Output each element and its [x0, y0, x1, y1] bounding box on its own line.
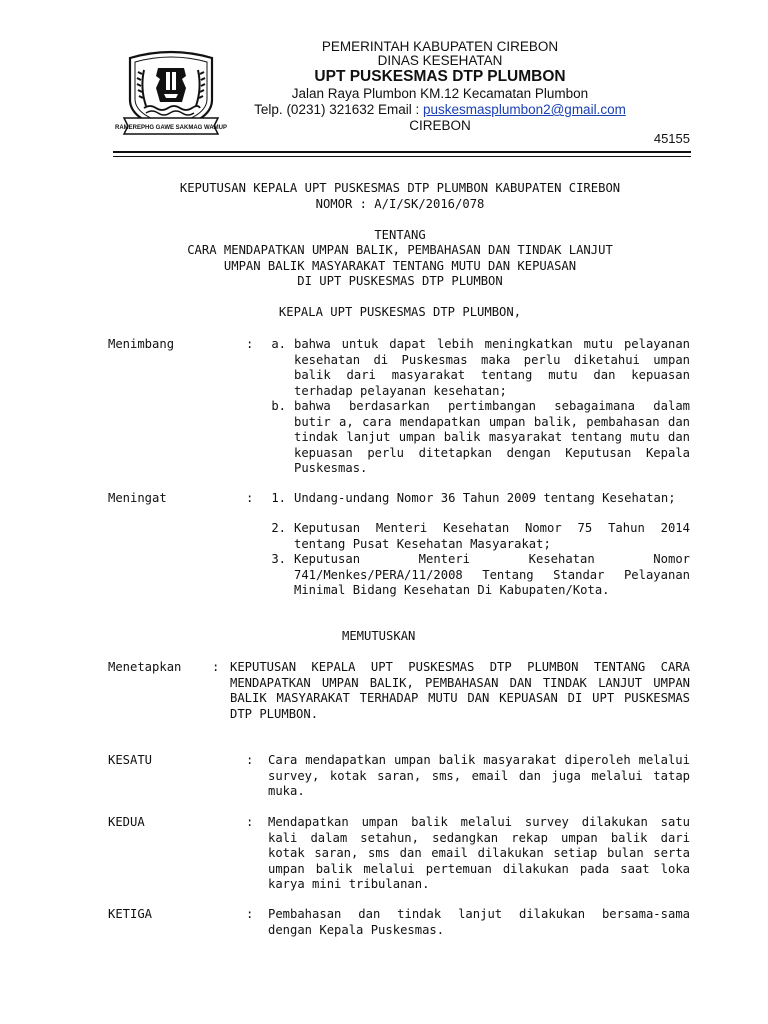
- letterhead-contact: [250, 102, 630, 117]
- kedua-colon: :: [246, 815, 254, 829]
- decree-number: NOMOR : A/I/SK/2016/078: [315, 197, 485, 211]
- tentang-heading: TENTANG: [374, 228, 426, 242]
- menetapkan-label: Menetapkan: [108, 660, 182, 674]
- ketiga-label: KETIGA: [108, 907, 153, 921]
- logo-motto: RAMEREPHG GAWE SAKMAG WAMUP: [114, 125, 228, 131]
- phone-text: Telp. (0231) 321632 Email :: [254, 102, 424, 117]
- letterhead-city: CIREBON: [409, 118, 471, 133]
- mengingat-colon: :: [246, 491, 254, 505]
- memutuskan-heading: MEMUTUSKAN: [342, 629, 416, 643]
- issuer-line: KEPALA UPT PUSKESMAS DTP PLUMBON,: [278, 305, 522, 319]
- decree-subject-line-3: DI UPT PUSKESMAS DTP PLUMBON: [297, 274, 503, 288]
- kabupaten-cirebon-logo: [114, 48, 228, 136]
- kesatu-label: KESATU: [108, 753, 153, 767]
- mengingat-marker-2: 2.: [271, 521, 286, 535]
- letterhead-institution: UPT PUSKESMAS DTP PLUMBON: [314, 68, 566, 85]
- letterhead-divider-thin: [113, 156, 691, 157]
- kesatu-text: Cara mendapatkan umpan balik masyarakat diperoleh melalui survey, kotak saran, sms, email dan juga melalui tatap muka.: [268, 753, 690, 799]
- mengingat-marker-1: 1.: [271, 491, 286, 505]
- mengingat-marker-3: 3.: [271, 552, 286, 566]
- letterhead-department: DINAS KESEHATAN: [377, 53, 503, 68]
- kesatu-colon: :: [246, 753, 254, 767]
- decree-title: KEPUTUSAN KEPALA UPT PUSKESMAS DTP PLUMBON KABUPATEN CIREBON: [179, 181, 621, 195]
- menetapkan-colon: :: [212, 660, 220, 674]
- letterhead-address: Jalan Raya Plumbon KM.12 Kecamatan Plumbon: [291, 86, 589, 101]
- menetapkan-text-first: [230, 660, 690, 722]
- letterhead-government: PEMERINTAH KABUPATEN CIREBON: [321, 39, 559, 54]
- postal-code: 45155: [653, 131, 690, 146]
- ketiga-colon: :: [246, 907, 254, 921]
- mengingat-label: Meningat: [108, 491, 167, 505]
- kedua-label: KEDUA: [108, 815, 145, 829]
- menimbang-item-b: bahwa berdasarkan pertimbangan sebagaimana dalam butir a, cara mendapatkan umpan balik, pembahasan dan tindak lanjut umpan balik masyarakat tentang mutu dan kepuasan perlu ditetapkan dengan Keputusan Kepala Puskesmas.: [294, 399, 690, 476]
- menimbang-label: Menimbang: [108, 337, 175, 351]
- kedua-text: Mendapatkan umpan balik melalui survey dilakukan satu kali dalam setahun, sedangkan rekap umpan balik dari kotak saran, sms dan email dilakukan setiap bulan serta umpan balik melalui pertemuan dilakukan pada saat loka karya mini tribulanan.: [268, 815, 690, 892]
- email-link[interactable]: puskesmasplumbon2@gmail.com: [423, 102, 626, 117]
- decree-subject-line-1: CARA MENDAPATKAN UMPAN BALIK, PEMBAHASAN DAN TINDAK LANJUT: [187, 243, 613, 257]
- mengingat-item-3: Keputusan Menteri Kesehatan Nomor 741/Menkes/PERA/11/2008 Tentang Standar Pelayanan Minimal Bidang Kesehatan Di Kabupaten/Kota.: [294, 552, 690, 598]
- mengingat-item-1: Undang-undang Nomor 36 Tahun 2009 tentang Kesehatan;: [294, 491, 676, 505]
- letterhead-divider-thick: [113, 151, 691, 153]
- menimbang-colon: :: [246, 337, 254, 351]
- decree-subject-line-2: UMPAN BALIK MASYARAKAT TENTANG MUTU DAN KEPUASAN: [223, 259, 577, 273]
- menimbang-marker-a: a.: [271, 337, 286, 351]
- mengingat-item-2: Keputusan Menteri Kesehatan Nomor 75 Tahun 2014 tentang Pusat Kesehatan Masyarakat;: [294, 521, 690, 551]
- menimbang-marker-b: b.: [271, 399, 286, 413]
- ketiga-text: Pembahasan dan tindak lanjut dilakukan bersama-sama dengan Kepala Puskesmas.: [268, 907, 690, 937]
- menimbang-item-a: bahwa untuk dapat lebih meningkatkan mutu pelayanan kesehatan di Puskesmas maka perlu diketahui umpan balik dari masyarakat tentang mutu dan kepuasan terhadap pelayanan kesehatan;: [294, 337, 690, 398]
- menetapkan-text: KEPUTUSAN KEPALA UPT PUSKESMAS DTP PLUMBON TENTANG CARA MENDAPATKAN UMPAN BALIK, PEMBAHASAN DAN TINDAK LANJUT UMPAN BALIK MASYARAKAT TERHADAP MUTU DAN KEPUASAN DI UPT PUSKESMAS DTP PLUMBON.: [230, 660, 690, 721]
